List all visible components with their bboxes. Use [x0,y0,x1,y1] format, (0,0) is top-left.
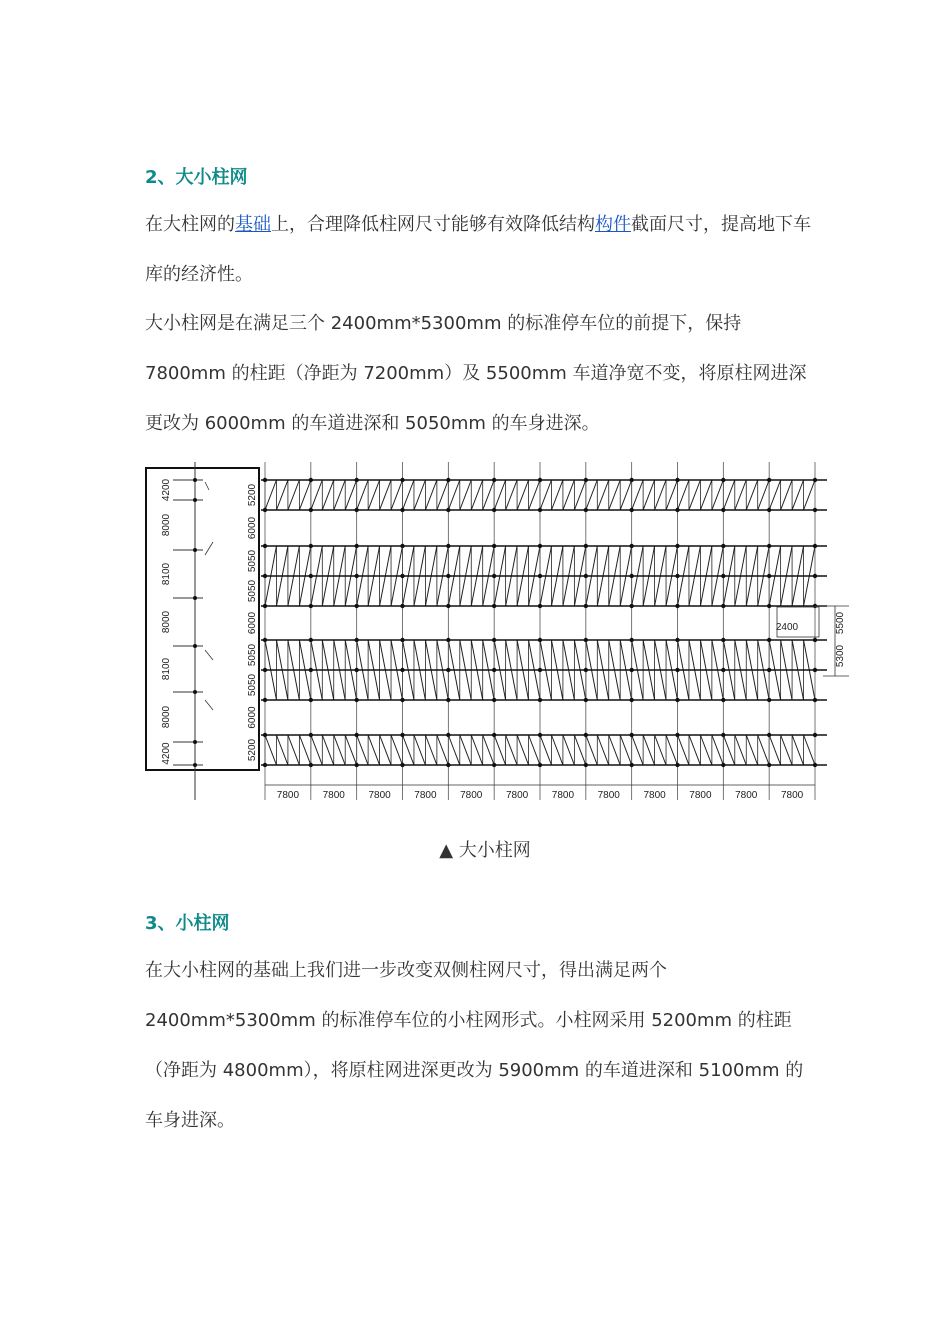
column-dot [675,698,679,702]
parking-stall-line [437,735,448,765]
column-dot [767,668,771,672]
parking-stall-line [414,735,425,765]
parking-stall-line [678,735,689,765]
parking-stall-line [517,480,528,510]
left-dimension-label: 8000 [161,610,172,634]
section-heading-3: 3、小柱网 [145,913,230,934]
bottom-dimension-label: 7800 [643,790,666,801]
column-dot [675,763,679,767]
bottom-dimension-label: 7800 [276,790,300,801]
column-dot [354,544,358,548]
left-dimension-label: 8100 [161,562,172,586]
parking-stall-line [735,480,746,510]
column-dot [538,763,542,767]
column-dot [193,644,197,648]
column-dot [263,604,267,608]
column-dot [675,478,679,482]
column-dot [584,733,588,737]
column-dot [767,698,771,702]
parking-stall-line [804,735,815,765]
parking-stall-line [689,735,700,765]
parking-stall-line [448,480,459,510]
column-dot [492,574,496,578]
parking-stall-line [655,480,666,510]
column-dot [263,544,267,548]
parking-stall-line [483,735,494,765]
parking-stall-line [425,480,436,510]
parking-stall-line [574,735,585,765]
parking-stall-line [723,735,734,765]
column-dot [446,638,450,642]
column-dot [721,733,725,737]
parking-stall-line [288,735,299,765]
parking-stall-line [357,735,368,765]
column-dot [446,698,450,702]
parking-stall-line [712,735,723,765]
column-dot [629,638,633,642]
column-dot [446,668,450,672]
parking-stall-line [506,735,517,765]
column-dot [446,763,450,767]
parking-stall-line [437,480,448,510]
column-dot [629,668,633,672]
bottom-dimension-label: 7800 [735,790,758,801]
parking-stall-line [460,735,471,765]
column-dot [492,478,496,482]
parking-stall-line [448,735,459,765]
link-component[interactable]: 构件 [595,214,631,235]
parking-stall-line [334,735,345,765]
parking-stall-line [666,480,677,510]
column-dot [721,638,725,642]
bottom-dimension-label: 7800 [505,790,529,801]
parking-stall-line [311,735,322,765]
stall-width-label: 2400 [775,622,799,633]
paragraph-intro [145,200,815,300]
parking-stall-line [368,735,379,765]
parking-stall-line [322,735,333,765]
parking-stall-line [609,480,620,510]
column-dot [721,478,725,482]
parking-stall-line [632,480,643,510]
column-dot [813,574,817,578]
parking-stall-line [494,735,505,765]
column-dot [538,508,542,512]
ramp-mark [205,482,209,490]
row-dimension-label: 6000 [247,706,258,729]
parking-stall-line [517,735,528,765]
parking-stall-line [574,480,585,510]
parking-stall-line [746,735,757,765]
column-dot [263,638,267,642]
bottom-dimension-label: 7800 [780,790,804,801]
column-dot [813,508,817,512]
column-dot [629,698,633,702]
column-dot [675,508,679,512]
column-dot [354,574,358,578]
column-dot [813,698,817,702]
column-dot [629,544,633,548]
ramp-mark [205,542,213,555]
paragraph-small-grid: 在大小柱网的基础上我们进一步改变双侧柱网尺寸，得出满足两个 2400mm*5300mm 的标准停车位的小柱网形式。小柱网采用 5200mm 的柱距（净距为 4800mm），将原柱网进深更改为 5900mm 的车道进深和 5100mm 的车身进深。 [145,960,804,1131]
column-dot [538,478,542,482]
parking-stall-line [746,480,757,510]
row-dimension-label: 5050 [247,579,258,603]
parking-stall-line [471,735,482,765]
column-dot [767,604,771,608]
column-dot [193,763,197,767]
column-dot [193,740,197,744]
column-dot [354,698,358,702]
column-dot [721,544,725,548]
bottom-dimension-label: 7800 [597,790,620,801]
column-dot [309,698,313,702]
link-foundation[interactable]: 基础 [235,214,271,235]
column-dot [538,604,542,608]
parking-stall-line [792,735,803,765]
column-dot [767,508,771,512]
column-dot [400,638,404,642]
column-dot [309,508,313,512]
parking-stall-line [632,735,643,765]
column-dot [354,733,358,737]
parking-stall-line [368,480,379,510]
column-dot [584,478,588,482]
bottom-dimension-label: 7800 [322,790,345,801]
column-dot [193,548,197,552]
column-dot [492,604,496,608]
column-dot [767,544,771,548]
bottom-dimension-label: 7800 [460,790,483,801]
parking-stall-line [551,735,562,765]
left-dimension-label: 8000 [161,513,172,537]
parking-stall-line [689,480,700,510]
column-dot [629,508,633,512]
paragraph-text: 上，合理降低柱网尺寸能够有效降低结构 [271,214,595,235]
stall-depth-label: 5300 [835,644,846,668]
column-dot [400,544,404,548]
parking-stall-line [391,735,402,765]
parking-stall-line [414,480,425,510]
column-dot [309,763,313,767]
column-dot [263,574,267,578]
column-dot [446,574,450,578]
column-dot [492,638,496,642]
column-dot [538,698,542,702]
column-dot [584,544,588,548]
parking-stall-line [700,480,711,510]
column-dot [584,508,588,512]
row-dimension-label: 5050 [247,673,258,697]
column-dot [492,668,496,672]
column-dot [446,508,450,512]
column-dot [193,596,197,600]
column-dot [400,698,404,702]
parking-stall-line [529,735,540,765]
parking-stall-line [391,480,402,510]
column-dot [813,544,817,548]
ramp-mark [205,700,213,710]
column-dot [813,668,817,672]
parking-stall-line [769,735,780,765]
column-dot [492,544,496,548]
column-dot [446,544,450,548]
column-dot [584,763,588,767]
column-dot [400,574,404,578]
figure-caption: ▲ 大小柱网 [439,840,531,861]
column-dot [538,574,542,578]
ramp-mark [205,650,213,660]
parking-stall-line [380,480,391,510]
column-dot [584,698,588,702]
left-dimension-label: 4200 [161,742,172,765]
column-dot [675,668,679,672]
column-dot [354,604,358,608]
column-dot [538,544,542,548]
parking-stall-line [276,735,287,765]
parking-stall-line [540,735,551,765]
left-dimension-label: 8000 [161,705,172,729]
parking-stall-line [781,735,792,765]
parking-stall-line [494,480,505,510]
parking-stall-line [425,735,436,765]
column-dot [400,604,404,608]
column-dot [446,604,450,608]
column-dot [400,668,404,672]
column-dot [309,638,313,642]
column-dot [629,733,633,737]
column-dot [721,604,725,608]
column-grid-drawing [143,460,855,805]
column-dot [538,638,542,642]
column-dot [629,478,633,482]
column-dot [629,574,633,578]
parking-stall-line [643,735,654,765]
section-heading-2: 2、大小柱网 [145,167,248,188]
column-dot [492,698,496,702]
column-dot [492,508,496,512]
row-dimension-label: 5200 [247,483,258,507]
left-dimension-label: 4200 [161,478,172,502]
column-dot [675,544,679,548]
parking-stall-line [586,480,597,510]
parking-stall-line [620,480,631,510]
row-dimension-label: 6000 [247,611,258,635]
column-dot [193,690,197,694]
parking-stall-line [506,480,517,510]
parking-stall-line [609,735,620,765]
parking-stall-line [678,480,689,510]
column-dot [446,478,450,482]
parking-stall-line [586,735,597,765]
column-dot [675,733,679,737]
parking-stall-line [299,480,310,510]
column-dot [629,604,633,608]
parking-stall-line [769,480,780,510]
parking-stall-line [334,480,345,510]
parking-stall-line [804,480,815,510]
parking-stall-line [563,735,574,765]
column-dot [675,638,679,642]
column-dot [400,733,404,737]
parking-stall-line [781,480,792,510]
parking-stall-line [357,480,368,510]
column-dot [400,478,404,482]
parking-stall-line [723,480,734,510]
column-dot [354,763,358,767]
column-dot [721,508,725,512]
parking-stall-line [712,480,723,510]
column-dot [584,604,588,608]
column-dot [400,763,404,767]
row-dimension-label: 5200 [247,738,258,762]
left-dimension-label: 8100 [161,657,172,681]
parking-stall-line [700,735,711,765]
parking-stall-line [345,735,356,765]
parking-stall-line [529,480,540,510]
column-dot [538,668,542,672]
column-dot [721,763,725,767]
column-dot [675,574,679,578]
parking-stall-line [735,735,746,765]
column-dot [263,733,267,737]
bottom-dimension-label: 7800 [368,790,391,801]
column-dot [263,508,267,512]
parking-stall-line [311,480,322,510]
column-dot [767,478,771,482]
column-dot [354,508,358,512]
parking-stall-line [643,480,654,510]
column-dot [354,638,358,642]
column-dot [584,668,588,672]
column-dot [675,604,679,608]
column-dot [354,668,358,672]
bottom-dimension-label: 7800 [414,790,437,801]
column-dot [813,763,817,767]
column-dot [354,478,358,482]
parking-stall-line [265,735,276,765]
column-dot [263,763,267,767]
column-dot [721,668,725,672]
row-dimension-label: 5050 [247,643,258,667]
parking-stall-line [322,480,333,510]
column-dot [309,544,313,548]
column-dot [767,763,771,767]
parking-stall-line [620,735,631,765]
column-dot [584,574,588,578]
parking-stall-line [563,480,574,510]
column-dot [721,698,725,702]
parking-stall-line [758,735,769,765]
lane-width-label: 5500 [835,611,846,635]
column-dot [767,638,771,642]
bottom-dimension-label: 7800 [551,790,575,801]
column-dot [193,498,197,502]
column-dot [813,733,817,737]
row-dimension-label: 6000 [247,516,258,540]
parking-stall-line [460,480,471,510]
column-dot [813,638,817,642]
parking-stall-line [403,735,414,765]
column-dot [492,763,496,767]
column-dot [309,604,313,608]
column-dot [263,668,267,672]
parking-stall-line [299,735,310,765]
parking-stall-line [276,480,287,510]
parking-stall-line [792,480,803,510]
parking-stall-line [403,480,414,510]
parking-stall-line [655,735,666,765]
parking-stall-line [551,480,562,510]
column-dot [538,733,542,737]
paragraph-text: 截面尺寸，提高地下车库的经济性。 [145,214,811,285]
column-dot [767,574,771,578]
column-dot [767,733,771,737]
parking-stall-line [758,480,769,510]
parking-stall-line [666,735,677,765]
parking-stall-line [597,480,608,510]
column-dot [400,508,404,512]
column-grid-figure [143,460,855,809]
bottom-dimension-label: 7800 [689,790,712,801]
parking-stall-line [471,480,482,510]
column-dot [721,574,725,578]
column-dot [309,668,313,672]
row-dimension-label: 5050 [247,549,258,573]
column-dot [309,733,313,737]
parking-stall-line [288,480,299,510]
column-dot [629,763,633,767]
column-dot [309,478,313,482]
parking-stall-line [380,735,391,765]
parking-stall-line [265,480,276,510]
column-dot [263,478,267,482]
column-dot [492,733,496,737]
column-dot [193,478,197,482]
column-dot [813,478,817,482]
column-dot [584,638,588,642]
paragraph-text: 在大柱网的 [145,214,235,235]
column-dot [446,733,450,737]
column-dot [263,698,267,702]
parking-stall-line [540,480,551,510]
column-dot [309,574,313,578]
paragraph-large-small-grid: 大小柱网是在满足三个 2400mm*5300mm 的标准停车位的前提下，保持 7800mm 的柱距（净距为 7200mm）及 5500mm 车道净宽不变，将原柱网进深更改为 6000mm 的车道进深和 5050mm 的车身进深。 [145,313,807,434]
parking-stall-line [345,480,356,510]
parking-stall-line [483,480,494,510]
parking-stall-line [597,735,608,765]
